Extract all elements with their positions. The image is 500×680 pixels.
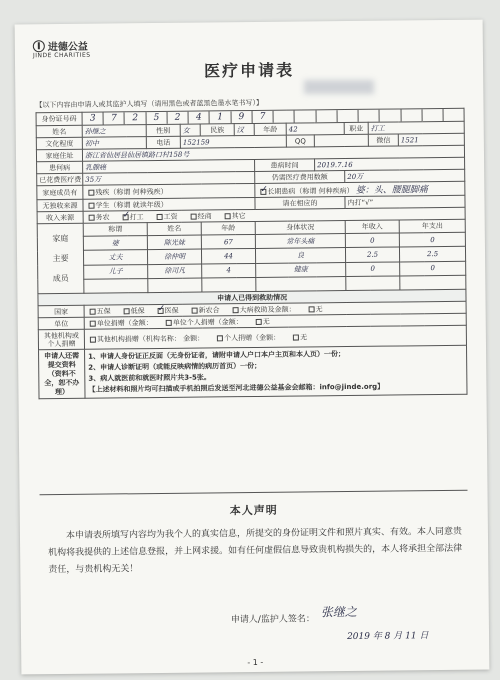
phone-value[interactable]: 152159 [180,135,286,148]
id-digit-box[interactable]: 2 [167,112,188,124]
option-checkbox[interactable] [293,334,299,340]
option-label: 无 [315,304,323,313]
id-digit-box[interactable]: 4 [189,111,210,123]
declaration-text: 本申请表所填写内容均为我个人的真实信息，所提交的身份证明文件和照片真实、有效。本人同意贵机构将我提供的上述信息登报，并上网求援。如有任何虚假信息导致贵机构损失的，本人将承担全部法律责任，与贵机构无关！ [48,526,463,576]
qq-value[interactable] [314,134,368,147]
id-digit-box[interactable]: 1 [210,111,231,123]
members-cell[interactable]: 健康 [256,262,346,277]
signature-label: 申请人/监护人签名： [230,614,315,626]
spent-label: 已花费医疗费 [37,173,83,185]
members-cell[interactable]: 2.5 [345,247,399,262]
id-digit-box[interactable]: 2 [125,112,146,124]
option-label: 低保 [130,306,145,315]
materials-item: 2、申请人诊断证明（或能反映病情的病历首页）一份； [88,361,262,372]
signature[interactable]: 张继之 [320,604,357,620]
option-label: 经商 [197,211,212,221]
members-cell[interactable]: 儿子 [84,264,148,279]
option-checkbox[interactable] [225,213,231,219]
option-item[interactable] [188,212,212,220]
id-digit-box[interactable] [316,110,337,122]
no-source-label: 无独收来源 [37,199,83,211]
option-item[interactable] [120,213,144,221]
option-item[interactable] [306,305,323,313]
members-header-cell: 年龄 [201,221,255,235]
address-label: 家庭住址 [36,149,82,161]
logo-cn: 进德公益 [47,41,88,54]
materials-item: 3、病人就医前和就医时照片共3-5张。 [88,373,211,383]
spent-value[interactable]: 35万 [83,171,255,185]
family-disability-label: 家庭成员有 [37,185,83,199]
occupation-label: 职业 [344,122,368,134]
option-checkbox[interactable] [124,308,130,314]
long-term-illness-option-label: 长期患病（称谓 何种疾病） [267,186,354,196]
other-aid-label: 其他机构或个人捐赠 [38,329,84,349]
option-checkbox[interactable] [89,214,95,220]
state-aid-label: 国家 [38,305,84,317]
option-item[interactable] [86,213,110,221]
option-checkbox[interactable] [166,319,172,325]
disability-checkbox[interactable] [88,189,94,195]
logo [32,38,91,60]
members-header-cell: 称谓 [83,223,147,237]
option-label: 医保 [164,306,179,315]
members-cell[interactable]: 徐仲明 [147,249,201,264]
section-divider [40,490,468,495]
address-value[interactable]: 浙江省仙居县仙居镇路口村158号 [82,145,464,161]
id-digit-box[interactable]: 7 [104,112,125,124]
option-label: 无 [300,332,308,341]
option-label: 单位个人捐赠（金额： [172,317,243,327]
id-digit-box[interactable] [401,109,422,121]
form-table [36,108,468,399]
option-item[interactable] [155,306,179,314]
family-members-label [37,223,84,293]
members-cell[interactable]: 0 [399,232,465,247]
id-digit-box[interactable]: 5 [146,112,167,124]
student-checkbox[interactable] [88,202,94,208]
members-cell[interactable]: 丈夫 [83,250,147,265]
option-label: 五保 [96,306,111,316]
option-label: 新农合 [198,305,220,315]
id-digit-box[interactable] [295,110,316,122]
option-item[interactable] [214,333,280,342]
option-label: 工资 [163,212,178,221]
option-label: 务农 [95,212,110,222]
check-note-value: 内打“√” [345,195,465,208]
option-item[interactable] [154,212,178,220]
income-source-label: 收入来源 [37,211,83,223]
logo-mark-icon [33,40,45,52]
onset-label: 患病时间 [255,159,315,172]
members-cell[interactable] [202,277,256,292]
id-label: 身份证号码 [36,112,82,125]
long-term-illness-value[interactable]: 婆：头、腰腿脚痛 [355,185,428,196]
option-checkbox[interactable] [90,308,96,314]
members-cell[interactable]: 0 [346,262,400,277]
ethnicity-value[interactable]: 汉 [234,123,254,135]
option-label: 单位捐赠（金额： [96,318,153,328]
needed-value[interactable]: 20万 [345,169,465,182]
members-cell[interactable] [400,275,466,290]
materials-list [85,345,468,398]
form-title: 医疗申请表 [203,60,295,81]
option-item[interactable] [121,307,145,315]
members-cell[interactable] [148,278,202,293]
option-label: 无 [262,317,270,326]
option-item[interactable] [189,306,220,314]
option-item[interactable] [253,317,270,325]
gender-label: 性别 [146,124,180,136]
disease-label: 患何病 [37,161,83,173]
disability-option-label: 残疾（称谓 何种残疾） [95,187,168,197]
logo-en: JINDE CHARITIES [32,51,91,60]
application-form-sheet [15,20,490,675]
members-cell[interactable]: 常年头痛 [255,234,345,249]
fill-instruction: 【以下内容由申请人或其监护人填写（请用黑色或者蓝黑色墨水笔书写）】 [35,98,263,110]
option-label: 其他机构捐赠（机构名称： 金额： [96,334,205,344]
option-item[interactable] [222,212,246,220]
family-members-label-line: 家庭 [52,233,69,243]
id-digit-box[interactable] [337,110,358,122]
members-cell[interactable] [84,278,148,293]
declaration-title: 本人声明 [229,503,278,518]
id-digit-box[interactable]: 9 [231,111,252,123]
option-checkbox[interactable] [90,336,96,342]
members-cell[interactable]: 0 [400,261,466,276]
option-item[interactable] [87,334,204,343]
option-checkbox[interactable] [123,214,129,220]
option-checkbox[interactable] [192,307,198,313]
unit-aid-label: 单位 [38,317,84,329]
id-digit-box[interactable] [444,109,464,121]
option-checkbox[interactable] [309,306,315,312]
members-cell[interactable]: 67 [201,235,255,250]
option-label: 大病救助及金额： [239,305,296,314]
materials-item: 1、申请人身份证正反面（无身份证者，请附申请人户口本户主页和本人页）一份； [88,350,345,361]
check-note-label: 请在相应的 [255,197,345,210]
occupation-value[interactable]: 打工 [368,121,464,134]
option-checkbox[interactable] [233,307,239,313]
student-option-label: 学生（称谓 就读年级） [95,200,168,210]
option-checkbox[interactable] [158,307,164,313]
id-digit-box[interactable] [422,109,443,121]
materials-label: 申请人还需提交资料（资料不全，恕不办理） [39,349,86,398]
family-members-label-line: 主要 [52,253,69,263]
option-checkbox[interactable] [191,213,197,219]
id-digit-box[interactable]: 7 [252,111,273,123]
id-digit-box[interactable] [274,111,295,123]
family-members-table [37,219,466,293]
option-item[interactable] [163,318,243,327]
members-cell[interactable]: 婆 [83,236,147,251]
disease-value[interactable]: 乳腺癌 [83,159,255,173]
qq-label: QQ [286,135,314,147]
members-header-cell: 年收入 [345,220,399,234]
members-cell[interactable]: 2.5 [399,247,465,262]
id-digit-box[interactable]: 3 [83,113,104,125]
option-checkbox[interactable] [256,318,262,324]
name-label: 姓名 [36,125,82,137]
members-header-cell: 身体状况 [255,221,345,235]
wechat-label: 微信 [368,134,398,146]
members-cell[interactable]: 良 [255,248,345,263]
members-cell[interactable]: 4 [202,263,256,278]
phone-label: 电话 [146,136,180,148]
option-checkbox[interactable] [217,335,223,341]
option-item[interactable] [87,307,111,315]
sign-date[interactable]: 2019 年 8 月 11 日 [346,631,429,643]
aid-section-title: 申请人已得到救助情况 [38,289,466,305]
ethnicity-label: 民族 [200,124,234,136]
option-item[interactable] [230,305,296,314]
members-cell[interactable]: 0 [345,233,399,248]
age-label: 年龄 [254,123,286,135]
education-label: 文化程度 [36,137,82,149]
gender-value[interactable]: 女 [180,124,200,136]
education-value[interactable]: 初中 [82,137,146,150]
members-cell[interactable]: 徐司凡 [148,264,202,279]
members-cell[interactable]: 陈光妹 [147,235,201,250]
option-checkbox[interactable] [157,213,163,219]
option-checkbox[interactable] [90,320,96,326]
members-header-cell: 年支出 [399,219,465,233]
option-label: 其它 [231,211,246,220]
redaction-blur [304,80,374,94]
option-item[interactable] [290,333,307,341]
name-value[interactable]: 孙继之 [82,125,146,138]
option-label: 打工 [129,212,144,221]
members-cell[interactable] [346,276,400,291]
onset-value[interactable]: 2019.7.16 [315,157,465,171]
id-digit-box[interactable] [380,109,401,121]
family-members-label-line: 成员 [52,273,69,283]
long-term-illness-checkbox[interactable] [260,189,266,195]
page-number: - 1 - [247,657,264,668]
wechat-value[interactable]: 1521 [398,133,464,146]
materials-item: 【上述材料和照片均可扫描或手机拍照后发送至河北进德公益基金会邮箱：info@jinde.org】 [88,382,385,394]
age-value[interactable]: 42 [286,123,344,136]
members-cell[interactable] [256,276,346,291]
id-digit-box[interactable] [359,110,380,122]
option-label: 个人捐赠（金额： [224,333,281,342]
members-header-cell: 姓名 [147,222,201,236]
members-cell[interactable]: 44 [201,249,255,264]
option-item[interactable] [87,319,153,328]
needed-label: 仍需医疗费用数额 [255,171,345,184]
